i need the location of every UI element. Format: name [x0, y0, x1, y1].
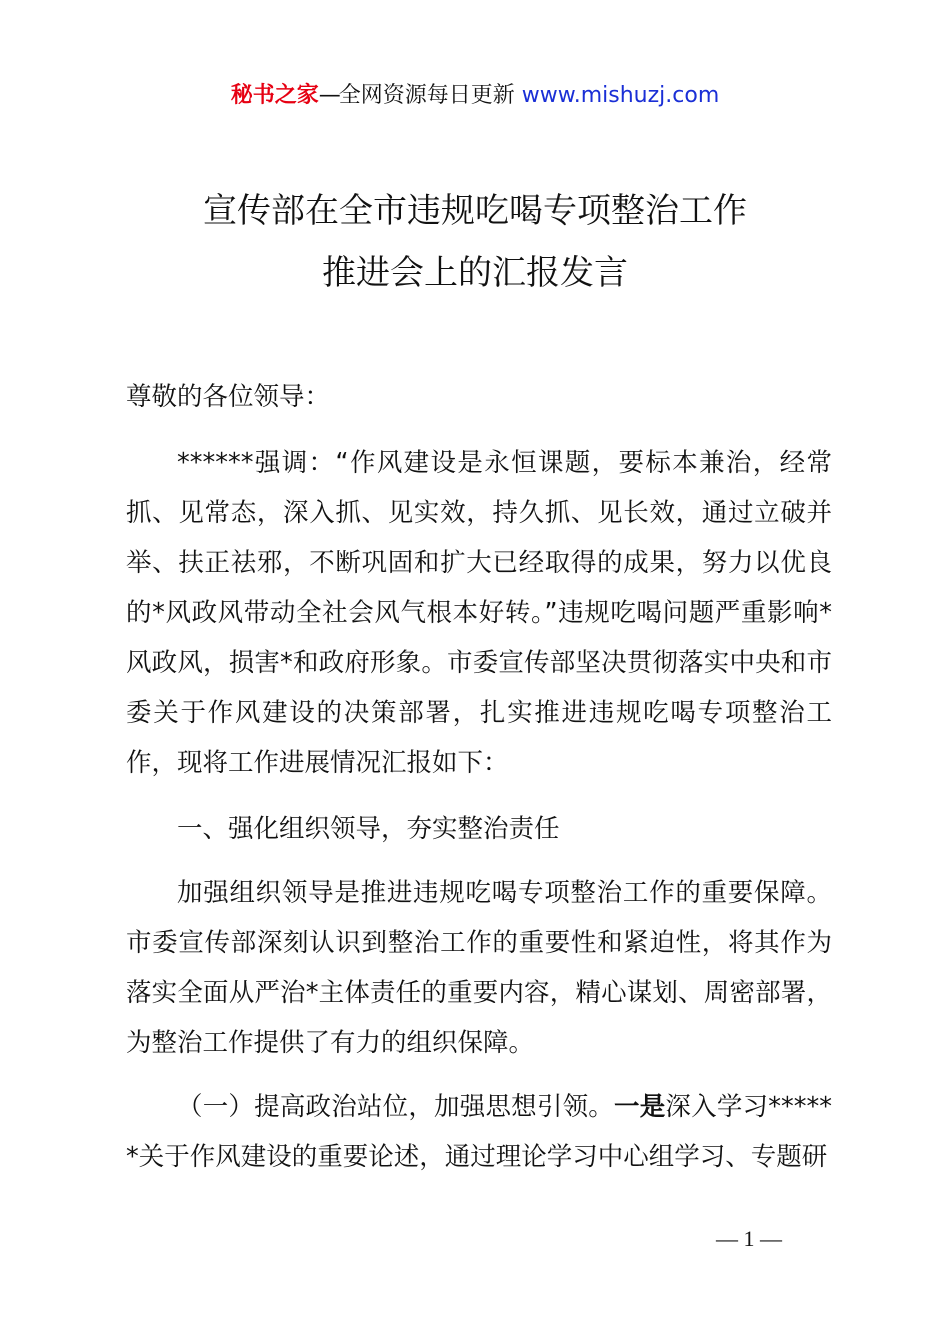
subsection-1-heading: （一）提高政治站位，加强思想引领。 — [177, 1092, 614, 1122]
page-number: — 1 — — [716, 1226, 782, 1251]
site-banner — [0, 80, 950, 112]
point-one-text: 深入学习******关于作风建设的重要论述，通过理论学习中心组学习、专题研 — [126, 1092, 832, 1172]
salutation: 尊敬的各位领导： — [126, 382, 331, 412]
document-body — [126, 372, 832, 1182]
title-line-1: 宣传部在全市违规吃喝专项整治工作 — [203, 191, 747, 231]
point-one-label: 一是 — [613, 1092, 666, 1122]
banner-url-link[interactable]: www.mishuzj.com — [521, 83, 720, 108]
intro-paragraph: ******强调：“作风建设是永恒课题，要标本兼治，经常抓、见常态，深入抓、见实效，持久抓、见长效，通过立破并举、扶正祛邪，不断巩固和扩大已经取得的成果，努力以优良的*风政风带动全社会风气根本好转。”违规吃喝问题严重影响*风政风，损害*和政府形象。市委宣传部坚决贯彻落实中央和市委关于作风建设的决策部署，扎实推进违规吃喝专项整治工作，现将工作进展情况汇报如下： — [126, 448, 832, 778]
banner-brand: 秘书之家 — [230, 83, 319, 108]
banner-separator: — — [318, 83, 339, 108]
title-line-2: 推进会上的汇报发言 — [322, 253, 628, 293]
section-1-paragraph: 加强组织领导是推进违规吃喝专项整治工作的重要保障。市委宣传部深刻认识到整治工作的重要性和紧迫性，将其作为落实全面从严治*主体责任的重要内容，精心谋划、周密部署，为整治工作提供了有力的组织保障。 — [126, 878, 832, 1058]
document-title — [0, 180, 950, 304]
subsection-1-paragraph — [126, 1082, 832, 1182]
banner-tagline: 全网资源每日更新 — [338, 83, 515, 108]
section-1-heading: 一、强化组织领导，夯实整治责任 — [177, 814, 560, 844]
